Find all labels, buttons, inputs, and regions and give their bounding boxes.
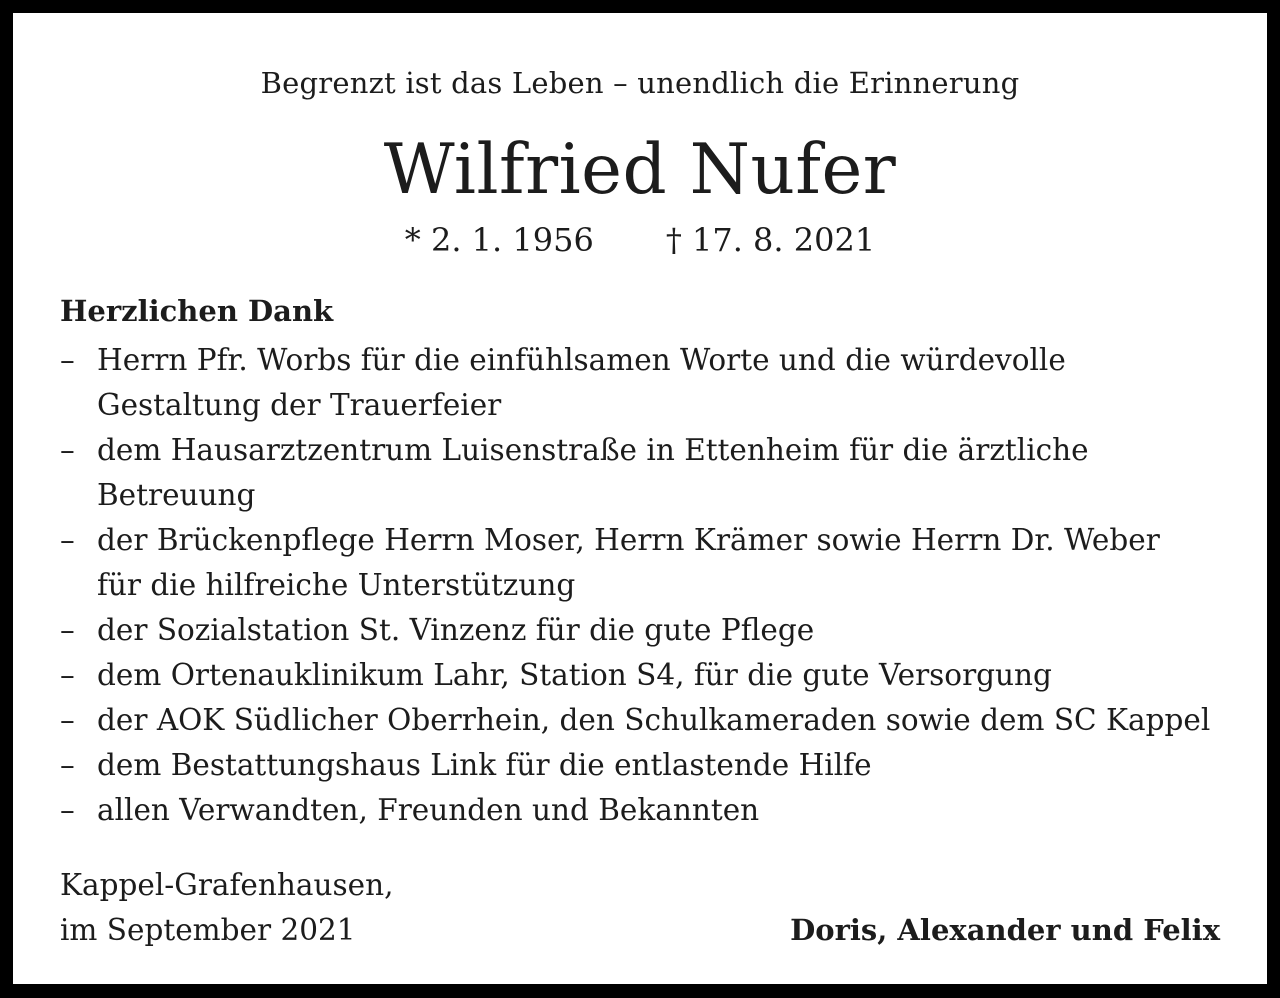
thanks-heading: Herzlichen Dank: [60, 294, 334, 328]
dash-bullet: –: [60, 343, 75, 377]
thanks-line: der Brückenpflege Herrn Moser, Herrn Krämer sowie Herrn Dr. Weber: [97, 523, 1160, 557]
motto: Begrenzt ist das Leben – unendlich die Erinnerung: [260, 66, 1020, 100]
signature: Doris, Alexander und Felix: [790, 913, 1220, 947]
birth-date: * 2. 1. 1956: [404, 221, 594, 259]
thanks-line: allen Verwandten, Freunden und Bekannten: [97, 793, 760, 827]
deceased-name: Wilfried Nufer: [383, 130, 897, 210]
thanks-item: [60, 653, 1260, 698]
thanks-line: Herrn Pfr. Worbs für die einfühlsamen Worte und die würdevolle: [97, 343, 1066, 377]
place: Kappel-Grafenhausen,: [60, 868, 394, 902]
death-date: † 17. 8. 2021: [665, 221, 876, 259]
thanks-item: [60, 608, 1260, 653]
thanks-line: Betreuung: [97, 478, 256, 512]
thanks-item: [60, 518, 1260, 608]
date: im September 2021: [60, 913, 356, 947]
dash-bullet: –: [60, 703, 75, 737]
thanks-line: dem Ortenauklinikum Lahr, Station S4, für die gute Versorgung: [97, 658, 1052, 692]
thanks-line: Gestaltung der Trauerfeier: [97, 388, 502, 422]
place-and-date: [60, 863, 393, 953]
dash-bullet: –: [60, 613, 75, 647]
thanks-item: [60, 338, 1260, 428]
life-dates: [13, 218, 1267, 262]
dash-bullet: –: [60, 523, 75, 557]
thanks-item: [60, 743, 1260, 788]
thanks-line: der AOK Südlicher Oberrhein, den Schulkameraden sowie dem SC Kappel: [97, 703, 1211, 737]
thanks-line: der Sozialstation St. Vinzenz für die gute Pflege: [97, 613, 815, 647]
thanks-line: dem Hausarztzentrum Luisenstraße in Ettenheim für die ärztliche: [97, 433, 1089, 467]
dash-bullet: –: [60, 748, 75, 782]
thanks-line: für die hilfreiche Unterstützung: [97, 568, 576, 602]
thanks-item: [60, 428, 1260, 518]
thanks-item: [60, 788, 1260, 833]
thanks-item: [60, 698, 1260, 743]
dash-bullet: –: [60, 433, 75, 467]
thanks-list: [60, 338, 1260, 833]
thanks-line: dem Bestattungshaus Link für die entlastende Hilfe: [97, 748, 872, 782]
obituary-notice: [13, 13, 1267, 984]
dash-bullet: –: [60, 793, 75, 827]
dash-bullet: –: [60, 658, 75, 692]
